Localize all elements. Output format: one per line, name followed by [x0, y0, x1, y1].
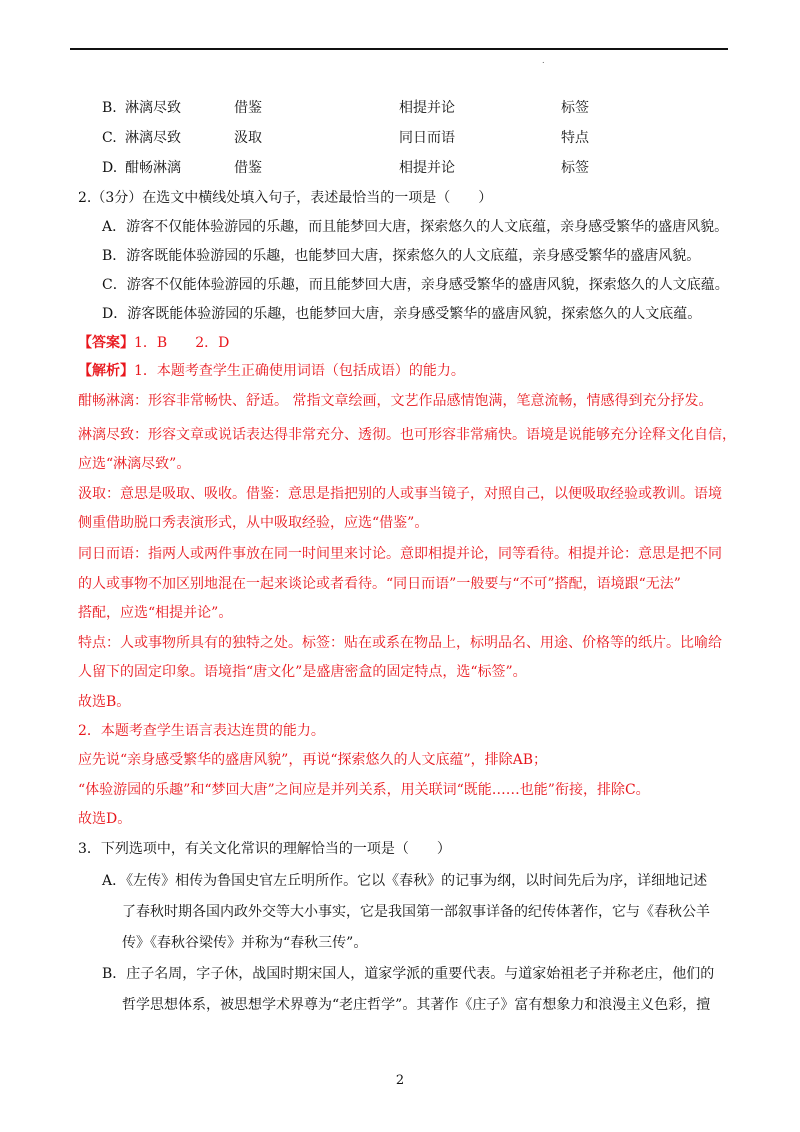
option-col4: 标签 [561, 100, 589, 116]
analysis-line: 人留下的固定印象。语境指“唐文化”是盛唐密盒的固定特点，选“标签”。 [78, 664, 527, 680]
analysis-line: “体验游园的乐趣”和“梦回大唐”之间应是并列关系，用关联词“既能……也能”衔接，排除C。 [78, 782, 650, 798]
analysis-line: 应先说“亲身感受繁华的盛唐风貌”，再说“探索悠久的人文底蕴”，排除AB； [78, 752, 548, 768]
q2-stem: 2.（3分）在选文中横线处填入句子，表述最恰当的一项是（ ） [78, 190, 493, 206]
option-col1: 酣畅淋漓 [125, 160, 181, 176]
option-col4: 标签 [561, 160, 589, 176]
option-letter: B. [102, 100, 117, 116]
analysis-line: 汲取：意思是吸取、吸收。借鉴：意思是指把别的人或事当镜子，对照自己，以便吸取经验或教训。语境 [78, 486, 722, 502]
option-col1: 淋漓尽致 [125, 130, 181, 146]
analysis-line: 应选“淋漓尽致”。 [78, 456, 191, 472]
analysis-line: 同日而语：指两人或两件事放在同一时间里来讨论。意即相提并论，同等看待。相提并论：意思是把不同 [78, 546, 722, 562]
q3-option-line: 哲学思想体系，被思想学术界尊为“老庄哲学”。其著作《庄子》富有想象力和浪漫主义色彩，擅 [122, 997, 711, 1013]
q3-option-line: 了春秋时期各国内政外交等大小事实，它是我国第一部叙事详备的纪传体著作，它与《春秋公羊 [122, 904, 710, 920]
page-number: 2 [395, 1073, 405, 1088]
option-col1: 淋漓尽致 [125, 100, 181, 116]
option-col2: 借鉴 [234, 100, 262, 116]
option-col3: 同日而语 [399, 130, 455, 146]
option-col4: 特点 [561, 130, 589, 146]
q3-option-line: A．《左传》相传为鲁国史官左丘明所作。它以《春秋》的记事为纲，以时间先后为序，详细地记述 [102, 873, 708, 889]
analysis-label: 【解析】 [78, 363, 134, 379]
analysis-line: 搭配，应选“相提并论”。 [78, 605, 233, 621]
answer-label: 【答案】 [78, 335, 134, 351]
analysis-line: 特点：人或事物所具有的独特之处。标签：贴在或系在物品上，标明品名、用途、价格等的纸片。比喻给 [78, 635, 722, 651]
analysis-text: 1．本题考查学生正确使用词语（包括成语）的能力。 [134, 363, 465, 379]
option-letter: C. [102, 130, 117, 146]
analysis-line: 酣畅淋漓：形容非常畅快、舒适。 常指文章绘画，文艺作品感情饱满，笔意流畅，情感得到充分抒发。 [78, 393, 713, 409]
analysis-line [78, 361, 465, 381]
answer-line [78, 333, 229, 353]
q2-option-a: A．游客不仅能体验游园的乐趣，而且能梦回大唐，探索悠久的人文底蕴，亲身感受繁华的盛唐风貌。 [102, 219, 729, 235]
q2-option-b: B．游客既能体验游园的乐趣，也能梦回大唐，探索悠久的人文底蕴，亲身感受繁华的盛唐风貌。 [102, 248, 701, 264]
option-col2: 汲取 [234, 130, 262, 146]
analysis-line: 2．本题考查学生语言表达连贯的能力。 [78, 723, 325, 739]
option-col2: 借鉴 [234, 160, 262, 176]
q2-option-c: C．游客不仅能体验游园的乐趣，而且能梦回大唐，亲身感受繁华的盛唐风貌，探索悠久的人文底蕴。 [102, 277, 729, 293]
analysis-line: 故选D。 [78, 811, 132, 827]
q3-option-line: B．庄子名周，字子休，战国时期宋国人，道家学派的重要代表。与道家始祖老子并称老庄，他们的 [102, 966, 715, 982]
analysis-line: 淋漓尽致：形容文章或说话表达得非常充分、透彻。也可形容非常痛快。语境是说能够充分诠释文化自信， [78, 427, 736, 443]
option-col3: 相提并论 [399, 100, 455, 116]
q3-stem: 3．下列选项中，有关文化常识的理解恰当的一项是（ ） [78, 841, 451, 857]
analysis-line: 侧重借助脱口秀表演形式，从中吸取经验，应选“借鉴”。 [78, 515, 429, 531]
option-letter: D. [102, 160, 118, 176]
analysis-line: 故选B。 [78, 694, 131, 710]
header-corner-mark: . [542, 56, 545, 65]
header-rule [70, 48, 728, 50]
q3-option-line: 传》《春秋谷梁传》并称为“春秋三传”。 [122, 935, 368, 951]
option-col3: 相提并论 [399, 160, 455, 176]
q2-option-d: D．游客既能体验游园的乐趣，也能梦回大唐，亲身感受繁华的盛唐风貌，探索悠久的人文底蕴。 [102, 306, 702, 322]
answer-text: 1．B 2．D [134, 335, 230, 351]
analysis-line: 的人或事物不加区别地混在一起来谈论或者看待。“同日而语”一般要与“不可”搭配，语境跟“无法” [78, 576, 681, 592]
